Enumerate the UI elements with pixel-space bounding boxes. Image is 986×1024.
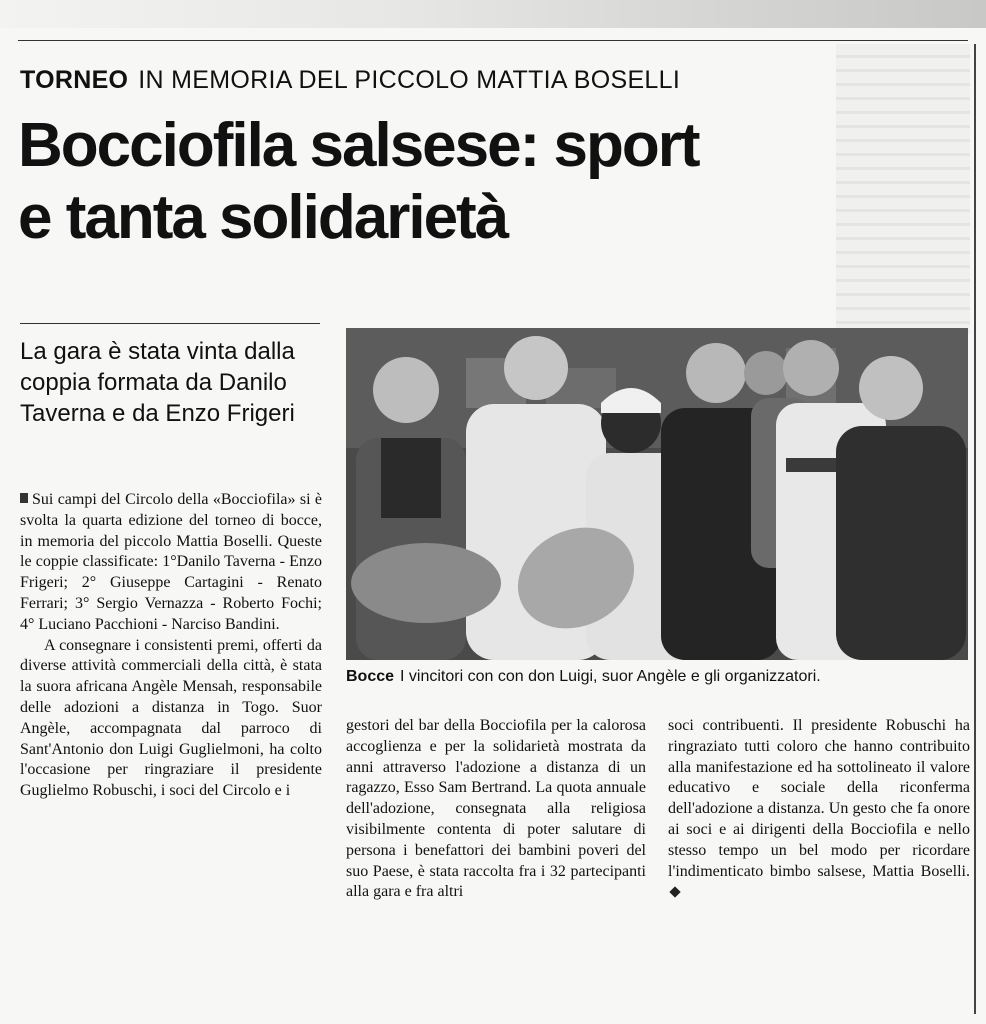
paragraph-4	[668, 716, 970, 903]
paragraph-3: gestori del bar della Bocciofila per la calorosa accoglienza e per la solidarietà mostrata da anni attraverso l'adozione a distanza di un ragazzo, Esso Sam Bertrand. La quota annuale dell'adozione, consegnata alla religiosa visibilmente contenta di poter salutare di persona i benefattori dei bambini poveri del suo Paese, è stata raccolta fra i 32 partecipanti alla gara e fra altri	[346, 717, 646, 901]
group-photo-illustration	[346, 328, 968, 660]
headline-line-2: e tanta solidarietà	[18, 183, 508, 252]
body-column-1	[20, 490, 322, 802]
subhead-rule	[20, 323, 320, 324]
headline	[18, 110, 838, 254]
paragraph-1-text: Sui campi del Circolo della «Bocciofila» si è svolta la quarta edizione del torneo di bocce, in memoria del piccolo Mattia Boselli. Queste le coppie classificate: 1°Danilo Taverna - Enzo Frigeri; 2° Giuseppe Cartagini - Renato Ferrari; 3° Sergio Vernazza - Roberto Fochi; 4° Luciano Pacchioni - Narciso Bandini.	[20, 491, 322, 633]
headline-line-1: Bocciofila salsese: sport	[18, 111, 699, 180]
subhead: La gara è stata vinta dalla coppia formata da Danilo Taverna e da Enzo Frigeri	[20, 338, 295, 427]
top-rule	[18, 40, 968, 41]
scan-top-strip	[0, 0, 986, 28]
paragraph-1	[20, 490, 322, 636]
paragraph-2: A consegnare i consistenti premi, offerti da diverse attività commerciali della città, è stata la suora africana Angèle Mensah, responsabile delle adozioni a distanza in Togo. Suor Angèle, accompagnata dal parroco di Sant'Antonio don Luigi Guglielmoni, ha colto l'occasione per ringraziare il presidente Guglielmo Robuschi, i soci del Circolo e i	[20, 636, 322, 800]
caption-text: I vincitori con con don Luigi, suor Angèle e gli organizzatori.	[400, 668, 821, 685]
kicker-topic: IN MEMORIA DEL PICCOLO MATTIA BOSELLI	[138, 66, 681, 94]
caption-label: Bocce	[346, 668, 395, 685]
adjacent-article-fragment	[836, 44, 970, 334]
body-column-3	[668, 716, 970, 903]
end-of-article-icon	[669, 887, 680, 898]
news-photo	[346, 328, 968, 660]
bullet-icon	[20, 493, 28, 503]
paragraph-4-text: soci contribuenti. Il presidente Robuschi ha ringraziato tutti coloro che hanno contribuito alla manifestazione ed ha sottolineato il valore educativo e sociale della riconferma dell'adozione a distanza. Un gesto che fa onore ai soci e ai dirigenti della Bocciofila e nello stesso tempo un bel modo per ricordare l'indimenticato bimbo salsese, Mattia Boselli.	[668, 717, 970, 880]
kicker-line	[20, 66, 820, 95]
photo-caption	[346, 668, 968, 686]
kicker-section: TORNEO	[20, 66, 129, 94]
body-column-2	[346, 716, 646, 903]
column-rule-right	[974, 44, 976, 1014]
